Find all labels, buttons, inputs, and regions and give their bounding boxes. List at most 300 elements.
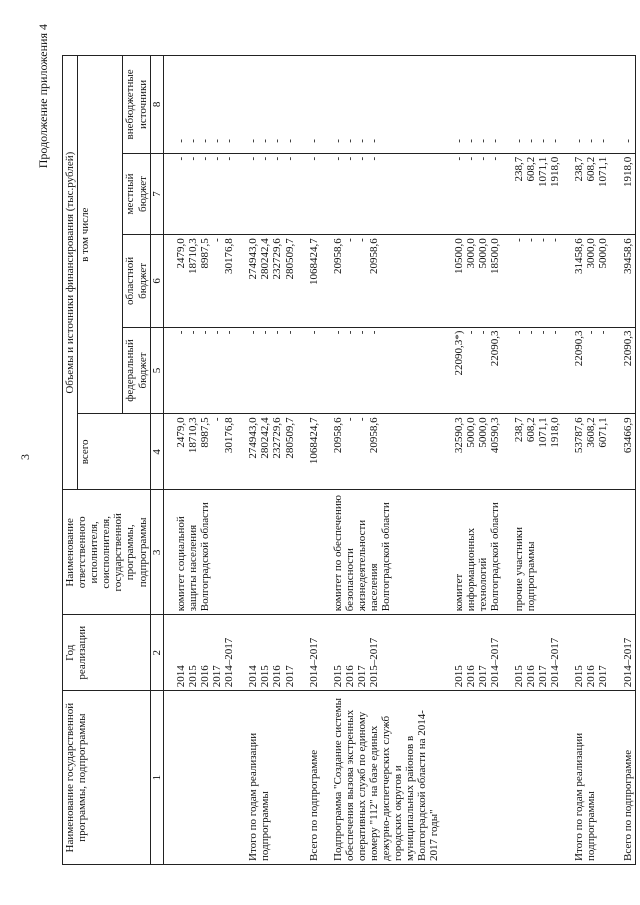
table-row: [307, 56, 321, 865]
total-value: 280509,7: [283, 417, 296, 459]
regional-value: -: [549, 238, 562, 242]
local-value: -: [367, 156, 380, 161]
federal-cell: [307, 327, 321, 414]
table-row: [572, 56, 610, 865]
col-number: 6: [150, 235, 163, 327]
spacer-cell: [562, 153, 572, 234]
extra-value: -: [367, 139, 380, 143]
spacer-cell: [442, 615, 452, 691]
year-value: 2017: [211, 665, 224, 688]
local-value: -: [331, 156, 344, 161]
total-value: 5000,0: [476, 417, 489, 448]
federal-value: -: [585, 330, 598, 335]
header-volumes: Объемы и источники финансирования (тыс.рублей): [63, 56, 78, 490]
local-value: -: [464, 156, 477, 161]
year-value: 2016: [525, 665, 537, 688]
total-cell: [572, 414, 610, 490]
total-value: 6071,1: [597, 417, 610, 448]
regional-value: -: [211, 238, 224, 242]
table-row: [452, 56, 502, 865]
spacer-cell: [611, 56, 621, 154]
regional-value: 20958,6: [367, 238, 380, 274]
local-value: -: [198, 156, 211, 161]
spacer-cell: [163, 691, 174, 865]
col-number: 8: [150, 56, 163, 154]
spacer-cell: [502, 327, 512, 414]
extra-value: -: [525, 139, 537, 143]
spacer-cell: [562, 414, 572, 490]
year-cell: [331, 615, 442, 691]
regional-value: 39458,6: [621, 238, 634, 274]
regional-value: -: [512, 238, 525, 242]
total-value: 53787,6: [573, 417, 586, 454]
total-cell: [512, 414, 562, 490]
spacer-cell: [297, 153, 307, 234]
spacer-cell: [611, 153, 621, 234]
total-value: -: [355, 417, 368, 422]
header-extra: внебюджетные источники: [123, 56, 150, 154]
regional-value: -: [525, 238, 537, 242]
spacer-cell: [163, 235, 174, 327]
local-value: -: [186, 156, 199, 161]
row-spacer: [236, 56, 246, 865]
extra-cell: [307, 56, 321, 154]
year-value: 2014–2017: [488, 637, 501, 688]
spacer-cell: [562, 327, 572, 414]
local-cell: [331, 153, 442, 234]
extra-value: -: [355, 139, 368, 143]
local-cell: [572, 153, 610, 234]
spacer-cell: [442, 56, 452, 154]
federal-value: -: [211, 330, 224, 335]
regional-value: 5000,0: [476, 238, 489, 269]
table-row: [174, 56, 236, 865]
regional-value: 280509,7: [283, 238, 296, 280]
col-number: 3: [150, 490, 163, 615]
spacer-cell: [236, 615, 246, 691]
regional-value: 20958,6: [331, 238, 344, 274]
total-value: 40590,3: [488, 417, 501, 454]
executor-name: комитет информационных технологий Волгоградской области: [452, 490, 502, 615]
local-cell: [621, 153, 636, 234]
local-cell: [452, 153, 502, 234]
regional-cell: [307, 235, 321, 327]
regional-value: 31458,6: [573, 238, 586, 274]
federal-value: -: [259, 330, 272, 335]
year-value: 2015–2017: [367, 637, 380, 688]
spacer-cell: [502, 56, 512, 154]
extra-value: -: [271, 139, 284, 143]
federal-value: 22090,3: [573, 330, 586, 367]
extra-value: -: [198, 139, 211, 143]
regional-cell: [331, 235, 442, 327]
program-name: Подпрограмма "Создание системы обеспечения вызова экстренных оперативных служб по единому номеру "112" на базе единых дежурно-диспетчерских служб городских округов и муниципальных районов в Волгоградской области на 2014-2017 годы": [331, 691, 442, 865]
year-value: 2016: [585, 665, 598, 688]
extra-value: -: [343, 139, 356, 143]
total-cell: [307, 414, 321, 490]
extra-value: -: [223, 139, 236, 143]
total-value: 18710,3: [186, 417, 199, 454]
year-cell: [621, 615, 636, 691]
federal-value: -: [174, 330, 187, 335]
extra-cell: [621, 56, 636, 154]
row-spacer: [502, 56, 512, 865]
spacer-cell: [163, 615, 174, 691]
regional-value: 18500,0: [488, 238, 501, 274]
federal-value: -: [271, 330, 284, 335]
spacer-cell: [321, 615, 331, 691]
col-number: 4: [150, 414, 163, 490]
header-regional: областной бюджет: [123, 235, 150, 327]
row-spacer: [321, 56, 331, 865]
year-value: 2015: [573, 665, 586, 688]
spacer-cell: [611, 615, 621, 691]
local-value: -: [452, 156, 465, 161]
total-cell: [331, 414, 442, 490]
local-cell: [512, 153, 562, 234]
local-value: 1071,1: [537, 156, 550, 188]
total-value: 1068424,7: [307, 417, 320, 465]
spacer-cell: [502, 414, 512, 490]
total-cell: [174, 414, 236, 490]
executor-name: [246, 490, 296, 615]
extra-cell: [572, 56, 610, 154]
executor-name: прочие участники подпрограммы: [512, 490, 562, 615]
year-value: 2017: [537, 665, 550, 688]
table-row: [246, 56, 296, 865]
federal-value: -: [283, 330, 296, 335]
federal-cell: [452, 327, 502, 414]
federal-value: -: [223, 330, 236, 335]
local-value: 608,2: [525, 156, 537, 182]
spacer-cell: [502, 235, 512, 327]
federal-value: -: [198, 330, 211, 335]
table-row: [331, 56, 442, 865]
year-cell: [174, 615, 236, 691]
spacer-cell: [321, 235, 331, 327]
federal-value: -: [597, 330, 610, 335]
page-number: 3: [18, 454, 32, 460]
total-value: 2479,0: [174, 417, 187, 448]
year-value: 2015: [259, 665, 272, 688]
spacer-cell: [297, 414, 307, 490]
spacer-cell: [321, 414, 331, 490]
program-name: Всего по подпрограмме: [621, 691, 636, 865]
federal-cell: [572, 327, 610, 414]
total-value: 5000,0: [464, 417, 477, 448]
executor-name: [307, 490, 321, 615]
extra-cell: [512, 56, 562, 154]
col-number: 5: [150, 327, 163, 414]
total-value: 20958,6: [331, 417, 344, 454]
program-name: Итого по годам реализации подпрограммы: [572, 691, 610, 865]
spacer-cell: [502, 153, 512, 234]
local-value: -: [307, 156, 320, 161]
federal-cell: [331, 327, 442, 414]
executor-name: [621, 490, 636, 615]
year-value: 2014–2017: [223, 637, 236, 688]
local-cell: [246, 153, 296, 234]
local-value: -: [247, 156, 260, 161]
local-value: 1918,0: [549, 156, 562, 188]
header-executor: Наименование ответственного исполнителя, соисполнителя, государственной программы, подпрограммы: [63, 490, 151, 615]
year-value: 2017: [597, 665, 610, 688]
extra-value: -: [247, 139, 260, 143]
federal-value: -: [355, 330, 368, 335]
total-value: 274943,0: [247, 417, 260, 459]
spacer-cell: [321, 490, 331, 615]
spacer-cell: [321, 56, 331, 154]
regional-cell: [512, 235, 562, 327]
extra-value: -: [331, 139, 344, 143]
extra-cell: [452, 56, 502, 154]
extra-value: -: [211, 139, 224, 143]
header-year: Год реализации: [63, 615, 151, 691]
program-name: [174, 691, 236, 865]
regional-cell: [621, 235, 636, 327]
local-value: -: [211, 156, 224, 161]
spacer-cell: [236, 56, 246, 154]
spacer-cell: [562, 615, 572, 691]
federal-cell: [621, 327, 636, 414]
spacer-cell: [562, 691, 572, 865]
local-value: -: [259, 156, 272, 161]
federal-value: -: [343, 330, 356, 335]
spacer-cell: [163, 327, 174, 414]
federal-value: -: [512, 330, 525, 335]
total-value: 280242,4: [259, 417, 272, 459]
federal-cell: [174, 327, 236, 414]
total-cell: [621, 414, 636, 490]
federal-value: -: [464, 330, 477, 335]
federal-value: -: [476, 330, 489, 335]
year-value: 2016: [271, 665, 284, 688]
year-cell: [512, 615, 562, 691]
regional-cell: [246, 235, 296, 327]
federal-value: -: [247, 330, 260, 335]
regional-value: 5000,0: [597, 238, 610, 269]
federal-cell: [246, 327, 296, 414]
year-cell: [572, 615, 610, 691]
row-spacer: [442, 56, 452, 865]
federal-cell: [512, 327, 562, 414]
spacer-cell: [163, 490, 174, 615]
federal-value: 22090,3*): [452, 330, 465, 376]
total-value: -: [211, 417, 224, 422]
extra-cell: [246, 56, 296, 154]
spacer-cell: [297, 327, 307, 414]
program-name: [452, 691, 502, 865]
extra-value: -: [488, 139, 501, 143]
regional-value: 2479,0: [174, 238, 187, 269]
financing-table: [62, 55, 636, 865]
extra-value: -: [512, 139, 525, 143]
regional-value: -: [537, 238, 550, 242]
spacer-cell: [442, 490, 452, 615]
year-cell: [246, 615, 296, 691]
spacer-cell: [236, 235, 246, 327]
federal-value: 22090,3: [621, 330, 634, 367]
header-name: Наименование государственной программы, подпрограммы: [63, 691, 151, 865]
regional-value: 274943,0: [247, 238, 260, 280]
year-value: 2014: [174, 665, 187, 688]
local-value: 1918,0: [621, 156, 634, 188]
year-value: 2014–2017: [307, 637, 320, 688]
local-value: 608,2: [585, 156, 598, 182]
program-name: [512, 691, 562, 865]
year-value: 2015: [331, 665, 344, 688]
local-value: -: [271, 156, 284, 161]
header-federal: федеральный бюджет: [123, 327, 150, 414]
extra-value: -: [476, 139, 489, 143]
spacer-cell: [321, 327, 331, 414]
spacer-cell: [236, 691, 246, 865]
col-number: 7: [150, 153, 163, 234]
regional-value: 8987,5: [198, 238, 211, 269]
regional-cell: [174, 235, 236, 327]
year-value: 2016: [464, 665, 477, 688]
regional-cell: [572, 235, 610, 327]
total-value: 30176,8: [223, 417, 236, 454]
header-local: местный бюджет: [123, 153, 150, 234]
total-value: 20958,6: [367, 417, 380, 454]
extra-value: -: [307, 139, 320, 143]
federal-value: -: [537, 330, 550, 335]
total-value: 8987,5: [198, 417, 211, 448]
spacer-cell: [502, 490, 512, 615]
year-value: 2017: [283, 665, 296, 688]
spacer-cell: [297, 56, 307, 154]
row-spacer: [611, 56, 621, 865]
program-name: Всего по подпрограмме: [307, 691, 321, 865]
total-value: 1918,0: [549, 417, 562, 448]
extra-cell: [331, 56, 442, 154]
year-value: 2014–2017: [549, 637, 562, 688]
year-value: 2015: [452, 665, 465, 688]
local-cell: [307, 153, 321, 234]
total-value: 238,7: [512, 417, 525, 443]
col-number: 1: [150, 691, 163, 865]
extra-value: -: [597, 139, 610, 143]
extra-cell: [174, 56, 236, 154]
local-value: -: [223, 156, 236, 161]
regional-value: 30176,8: [223, 238, 236, 274]
federal-value: -: [331, 330, 344, 335]
executor-name: комитет социальной защиты населения Волгоградской области: [174, 490, 236, 615]
local-value: -: [283, 156, 296, 161]
local-value: -: [488, 156, 501, 161]
spacer-cell: [442, 235, 452, 327]
column-numbers-row: [150, 56, 163, 865]
extra-value: -: [537, 139, 550, 143]
extra-value: -: [585, 139, 598, 143]
local-value: 1071,1: [597, 156, 610, 188]
spacer-cell: [442, 414, 452, 490]
executor-name: комитет по обеспечению безопасности жизнедеятельности населения Волгоградской области: [331, 490, 442, 615]
spacer-cell: [163, 153, 174, 234]
spacer-cell: [236, 327, 246, 414]
regional-value: 3000,0: [464, 238, 477, 269]
total-value: 608,2: [525, 417, 537, 443]
total-value: -: [343, 417, 356, 422]
extra-value: -: [452, 139, 465, 143]
year-cell: [307, 615, 321, 691]
local-cell: [174, 153, 236, 234]
total-value: 3608,2: [585, 417, 598, 448]
spacer-cell: [321, 153, 331, 234]
federal-value: -: [307, 330, 320, 335]
extra-value: -: [283, 139, 296, 143]
spacer-cell: [611, 490, 621, 615]
regional-value: 280242,4: [259, 238, 272, 280]
local-value: -: [476, 156, 489, 161]
executor-name: [572, 490, 610, 615]
spacer-cell: [297, 235, 307, 327]
total-value: 1071,1: [537, 417, 550, 448]
row-spacer: [562, 56, 572, 865]
spacer-cell: [502, 615, 512, 691]
regional-value: 18710,3: [186, 238, 199, 274]
row-spacer: [297, 56, 307, 865]
row-spacer: [163, 56, 174, 865]
local-value: -: [343, 156, 356, 161]
spacer-cell: [442, 691, 452, 865]
spacer-cell: [297, 615, 307, 691]
spacer-cell: [611, 414, 621, 490]
extra-value: -: [549, 139, 562, 143]
local-value: -: [355, 156, 368, 161]
regional-value: -: [355, 238, 368, 242]
table-row: [512, 56, 562, 865]
total-cell: [246, 414, 296, 490]
year-value: 2016: [343, 665, 356, 688]
extra-value: -: [174, 139, 187, 143]
spacer-cell: [502, 691, 512, 865]
continuation-note: Продолжение приложения 4: [36, 24, 50, 169]
extra-value: -: [186, 139, 199, 143]
year-value: 2014–2017: [621, 637, 634, 688]
total-value: 232729,6: [271, 417, 284, 459]
local-value: -: [174, 156, 187, 161]
spacer-cell: [611, 327, 621, 414]
regional-value: 1068424,7: [307, 238, 320, 285]
local-value: 238,7: [512, 156, 525, 182]
extra-value: -: [464, 139, 477, 143]
header-total: всего: [78, 414, 151, 490]
federal-value: -: [525, 330, 537, 335]
year-value: 2016: [198, 665, 211, 688]
spacer-cell: [562, 235, 572, 327]
regional-value: -: [343, 238, 356, 242]
year-value: 2015: [186, 665, 199, 688]
header-incl: в том числе: [78, 56, 123, 414]
spacer-cell: [562, 56, 572, 154]
total-cell: [452, 414, 502, 490]
spacer-cell: [611, 235, 621, 327]
regional-cell: [452, 235, 502, 327]
federal-value: 22090,3: [488, 330, 501, 367]
extra-value: -: [573, 139, 586, 143]
year-value: 2014: [247, 665, 260, 688]
regional-value: 3000,0: [585, 238, 598, 269]
spacer-cell: [297, 691, 307, 865]
table-row: [621, 56, 636, 865]
year-cell: [452, 615, 502, 691]
year-value: 2015: [512, 665, 525, 688]
total-value: 63466,9: [621, 417, 634, 454]
spacer-cell: [297, 490, 307, 615]
local-value: 238,7: [573, 156, 586, 182]
